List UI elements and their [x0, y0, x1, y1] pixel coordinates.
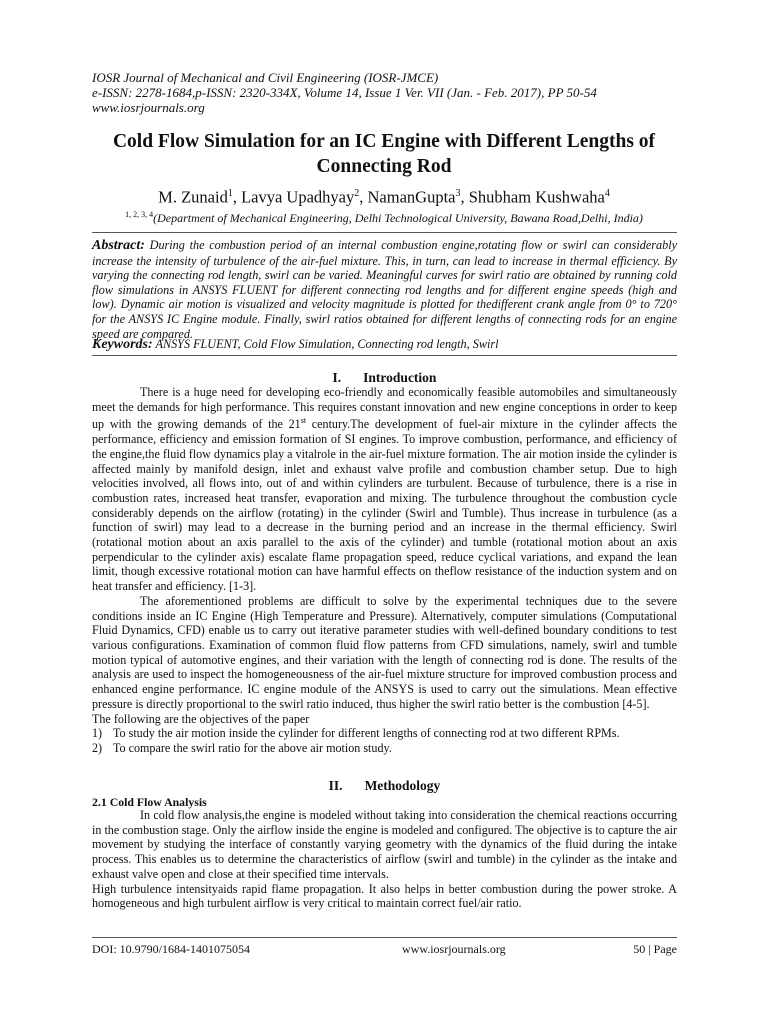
abstract-label: Abstract: [92, 238, 145, 253]
footer-doi: DOI: 10.9790/1684-1401075054 [92, 942, 250, 956]
section-title: Introduction [363, 370, 437, 385]
section-heading-methodology [92, 778, 677, 794]
title-line-1: Cold Flow Simulation for an IC Engine with Different Lengths of [112, 131, 656, 152]
intro-p1-text-b: century.The development of fuel-air mixture in the cylinder affects the performance, efficiency and emission formation of SI engines. To improve combustion, performance, and efficiency of the engine,the fluid flow dynamics play a vitalrole in the air-fuel mixture formation. The air motion inside the cylinder is affected mainly by manifold design, inlet and exhaust valve profile and combustion chamber setup. Due to high velocities involved, all flows into, out of and within cylinders are turbulent. Because of turbulence, there is a rise in combustion rates, increased heat transfer, evaporation and mixing. The turbulence throughout the combustion cycle considerably depends on the airflow (rotating) in the cylinder (Swirl and Tumble). Thus increase in turbulence (as a function of swirl) may lead to a decrease in the burning period and an increase in the thermal efficiency. Swirl (rotational motion about an axis parallel to the axis of the cylinder) and tumble (rotational motion about an axis perpendicular to the cylinder axis) escalate flame propagation speed, reduce cyclical variations, and expand the lean limit, though excessive rotational motion can have harmful effects on theflow resistance of the induction system and on heat transfer and efficiency. [1-3]. [92, 417, 677, 594]
intro-paragraph-2: The aforementioned problems are difficult to solve by the experimental techniques due to the severe conditions inside an IC Engine (High Temperature and Pressure). Alternatively, computer simulations (Computational Fluid Dynamics, CFD) enable us to carry out iterative parameter studies with well-defined boundary conditions to test various configurations. Examination of common fluid flow patterns from CFD simulations, namely, swirl and tumble motion typical of automotive engines, and their variation with the length of connecting rod is done. The results of the analysis are used to inspect the homogeneousness of the air-fuel mixture structure for improved combustion process and enhanced engine performance. IC engine module of the ANSYS is used to carry out the simulations. Mean effective pressure is directly proportional to the swirl ratio induced, thus higher the swirl ratio better is the combustion [4-5]. [92, 593, 677, 711]
author-name: NamanGupta [367, 187, 456, 207]
objectives-list [92, 726, 677, 755]
author-affiliation-mark: 3 [455, 188, 461, 199]
author-separator: , [359, 187, 368, 207]
section-heading-introduction [92, 370, 677, 386]
keywords-label: Keywords: [92, 337, 153, 352]
list-text: To compare the swirl ratio for the above air motion study. [113, 740, 392, 755]
affiliation-text: (Department of Mechanical Engineering, Delhi Technological University, Bawana Road,Delhi, India) [153, 211, 643, 225]
list-item [92, 726, 677, 741]
title-line-2: Connecting Rod [316, 156, 452, 177]
keywords-text: ANSYS FLUENT, Cold Flow Simulation, Connecting rod length, Swirl [155, 337, 499, 351]
abstract-bottom-rule [92, 355, 677, 356]
affiliation [70, 208, 698, 225]
author-list [70, 184, 698, 208]
intro-p1-text-a: There is a huge need for developing eco-friendly and economically feasible automobiles and simultaneously meet the demands for high performance. This requires constant innovation and new engine conceptions in order to keep up with the growing demands of the 21 [92, 385, 677, 432]
intro-paragraph-1 [92, 385, 677, 594]
author-name: Shubham Kushwaha [468, 187, 605, 207]
author-name: Lavya Upadhyay [241, 187, 355, 207]
author-affiliation-mark: 4 [604, 188, 610, 199]
journal-name: IOSR Journal of Mechanical and Civil Engineering (IOSR-JMCE) [92, 70, 439, 85]
list-text: To study the air motion inside the cylinder for different lengths of connecting rod at two different RPMs. [113, 726, 620, 741]
method-paragraph-1: In cold flow analysis,the engine is modeled without taking into consideration the chemical reactions occurring in the combustion stage. Only the airflow inside the engine is modeled and configured. The objective is to capture the air movement by studying the interface of constantly varying geometry with the dynamics of the fluid during the intake process. This enables us to determine the characteristics of airflow (swirl and tumble) in the cylinder as the intake and exhaust valve open and close at their specified time intervals. [92, 808, 677, 881]
abstract [92, 238, 677, 341]
journal-website: www.iosrjournals.org [92, 100, 205, 115]
abstract-text: During the combustion period of an internal combustion engine,rotating flow or swirl can considerably increase the intensity of turbulence of the air-fuel mixture. This, in turn, can lead to increase in thermal efficiency. By varying the connecting rod length, swirl can be varied. Meaningful curves for swirl ratio are obtained by running cold flow simulations in ANSYS FLUENT for different connecting rod lengths and for different engine speeds (high and low). Dynamic air motion is visualized and velocity magnitude is plotted for thedifferent crank angle from 0° to 720° for the ANSYS IC Engine module. Finally, swirl ratios obtained for different lengths of connecting rods for an engine speed are compared. [92, 238, 677, 341]
method-paragraph-2: High turbulence intensityaids rapid flame propagation. It also helps in better combustion during the power stroke. A homogeneous and high turbulent airflow is very critical to maintain correct fuel/air ratio. [92, 881, 677, 911]
objectives-intro: The following are the objectives of the paper [92, 711, 310, 726]
author-name: M. Zunaid [158, 187, 228, 207]
author-separator: , [232, 187, 242, 207]
footer-page-number: 50 | Page [633, 942, 677, 956]
journal-header [92, 70, 692, 115]
footer-website: www.iosrjournals.org [402, 942, 506, 956]
section-number: II. [328, 778, 343, 793]
list-item [92, 741, 677, 756]
author-affiliation-mark: 1 [227, 188, 233, 199]
affiliation-marks: 1, 2, 3, 4 [125, 210, 154, 219]
ordinal-suffix: st [300, 416, 307, 426]
section-number: I. [332, 370, 342, 385]
subsection-heading: 2.1 Cold Flow Analysis [92, 795, 207, 809]
methodology-body [92, 808, 677, 911]
list-number: 2) [92, 740, 103, 755]
keywords [92, 337, 677, 352]
author-affiliation-mark: 2 [354, 188, 360, 199]
section-title: Methodology [364, 778, 441, 793]
paper-title [70, 129, 698, 179]
journal-issn-volume: e-ISSN: 2278-1684,p-ISSN: 2320-334X, Volume 14, Issue 1 Ver. VII (Jan. - Feb. 2017), PP 50-54 [92, 85, 597, 100]
introduction-body [92, 385, 677, 756]
abstract-top-rule [92, 232, 677, 233]
author-separator: , [460, 187, 469, 207]
list-number: 1) [92, 726, 103, 741]
footer-rule [92, 937, 677, 938]
